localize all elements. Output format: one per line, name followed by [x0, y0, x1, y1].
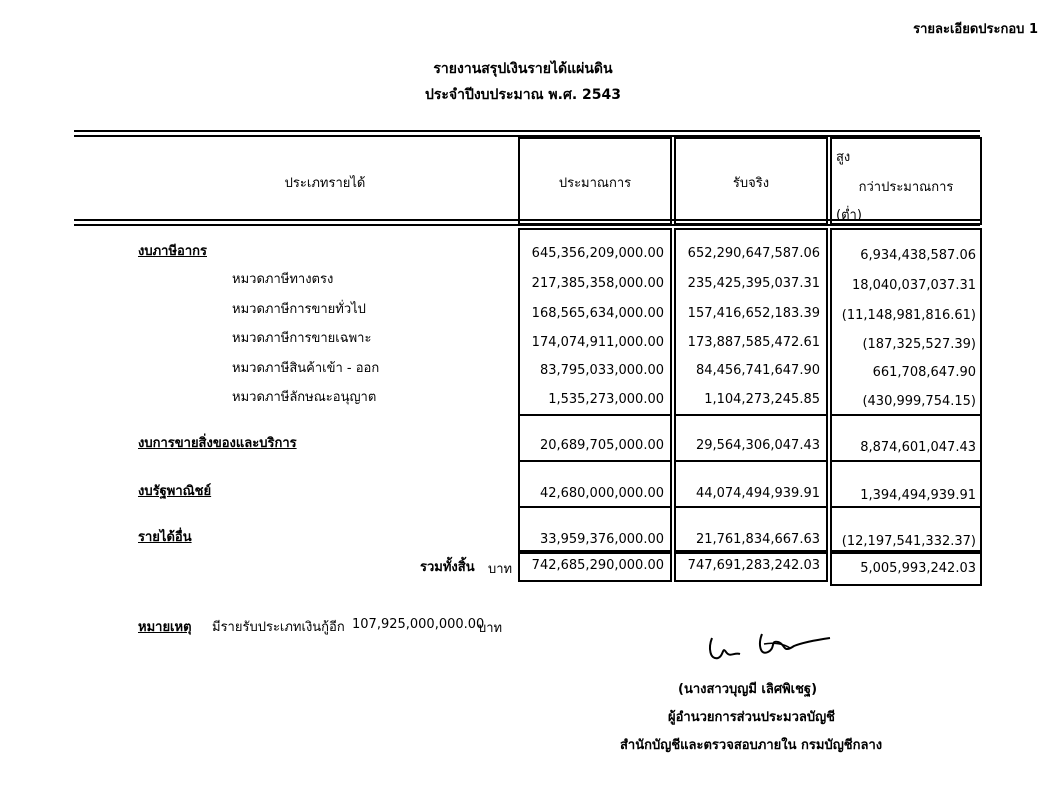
- total-budget: 742,685,290,000.00: [531, 558, 664, 573]
- note-label: หมายเหตุ: [138, 620, 192, 635]
- row-label-general-sales-tax: หมวดภาษีการขายทั่วไป: [232, 302, 366, 317]
- row-diff-general-sales-tax: (11,148,981,816.61): [841, 308, 976, 323]
- note-unit: บาท: [478, 621, 503, 636]
- row-actual-sales-services: 29,564,306,047.43: [695, 438, 820, 453]
- row-diff-state-enterprise: 1,394,494,939.91: [860, 488, 976, 503]
- row-diff-specific-sales-tax: (187,325,527.39): [862, 337, 976, 352]
- row-actual-tax: 652,290,647,587.06: [687, 246, 820, 261]
- row-budget-tax: 645,356,209,000.00: [531, 246, 664, 261]
- row-diff-import-export-tax: 661,708,647.90: [872, 365, 976, 380]
- row-label-license-tax: หมวดภาษีลักษณะอนุญาต: [232, 390, 377, 405]
- signatory-position: ผู้อำนวยการส่วนประมวลบัญชี: [668, 710, 836, 725]
- header-diff-line2: กว่าประมาณการ: [858, 180, 954, 195]
- row-label-state-enterprise: งบรัฐพาณิชย์: [138, 484, 212, 499]
- row-budget-general-sales-tax: 168,565,634,000.00: [531, 306, 664, 321]
- row-actual-general-sales-tax: 157,416,652,183.39: [687, 306, 820, 321]
- signatory-office: สำนักบัญชีและตรวจสอบภายใน กรมบัญชีกลาง: [620, 738, 883, 753]
- row-budget-sales-services: 20,689,705,000.00: [539, 438, 664, 453]
- row-diff-license-tax: (430,999,754.15): [862, 394, 976, 409]
- note-amount: 107,925,000,000.00: [352, 617, 485, 632]
- header-diff-line1: สูง: [836, 150, 851, 165]
- row-diff-tax: 6,934,438,587.06: [860, 248, 976, 263]
- total-label: รวมทั้งสิ้น: [420, 560, 475, 575]
- row-label-direct-tax: หมวดภาษีทางตรง: [232, 272, 334, 287]
- row-diff-direct-tax: 18,040,037,037.31: [851, 278, 976, 293]
- row-actual-other-income: 21,761,834,667.63: [695, 532, 820, 547]
- row-label-other-income: รายได้อื่น: [138, 530, 192, 545]
- row-budget-direct-tax: 217,385,358,000.00: [531, 276, 664, 291]
- row-diff-other-income: (12,197,541,332.37): [841, 534, 976, 549]
- row-diff-sales-services: 8,874,601,047.43: [860, 440, 976, 455]
- header-top-rule: [74, 130, 980, 132]
- signatory-name: (นางสาวบุญมี เลิศพิเชฐ): [678, 682, 818, 697]
- row-actual-specific-sales-tax: 173,887,585,472.61: [687, 335, 820, 350]
- row-actual-import-export-tax: 84,456,741,647.90: [695, 363, 820, 378]
- row-budget-license-tax: 1,535,273,000.00: [548, 392, 664, 407]
- row-budget-specific-sales-tax: 174,074,911,000.00: [531, 335, 664, 350]
- report-title: รายงานสรุปเงินรายได้แผ่นดิน: [433, 61, 613, 77]
- header-budget: ประมาณการ: [558, 176, 632, 191]
- report-subtitle: ประจำปีงบประมาณ พ.ศ. 2543: [424, 87, 622, 103]
- row-label-specific-sales-tax: หมวดภาษีการขายเฉพาะ: [232, 331, 372, 346]
- row-actual-state-enterprise: 44,074,494,939.91: [695, 486, 820, 501]
- total-diff: 5,005,993,242.03: [860, 561, 976, 576]
- row-budget-state-enterprise: 42,680,000,000.00: [539, 486, 664, 501]
- total-unit: บาท: [488, 562, 513, 577]
- header-actual: รับจริง: [732, 176, 770, 191]
- row-label-sales-services: งบการขายสิ่งของและบริการ: [138, 436, 297, 451]
- row-label-import-export-tax: หมวดภาษีสินค้าเข้า - ออก: [232, 361, 380, 376]
- row-actual-direct-tax: 235,425,395,037.31: [687, 276, 820, 291]
- row-budget-other-income: 33,959,376,000.00: [539, 532, 664, 547]
- header-diff-line3: (ต่ำ): [836, 208, 862, 223]
- header-type: ประเภทรายได้: [284, 176, 366, 191]
- row-actual-license-tax: 1,104,273,245.85: [704, 392, 820, 407]
- note-text: มีรายรับประเภทเงินกู้อีก: [212, 620, 345, 635]
- row-label-tax: งบภาษีอากร: [138, 244, 207, 259]
- total-actual: 747,691,283,242.03: [687, 558, 820, 573]
- handwritten-signature: [704, 628, 834, 668]
- attachment-label: รายละเอียดประกอบ 1: [913, 22, 1038, 37]
- row-budget-import-export-tax: 83,795,033,000.00: [539, 363, 664, 378]
